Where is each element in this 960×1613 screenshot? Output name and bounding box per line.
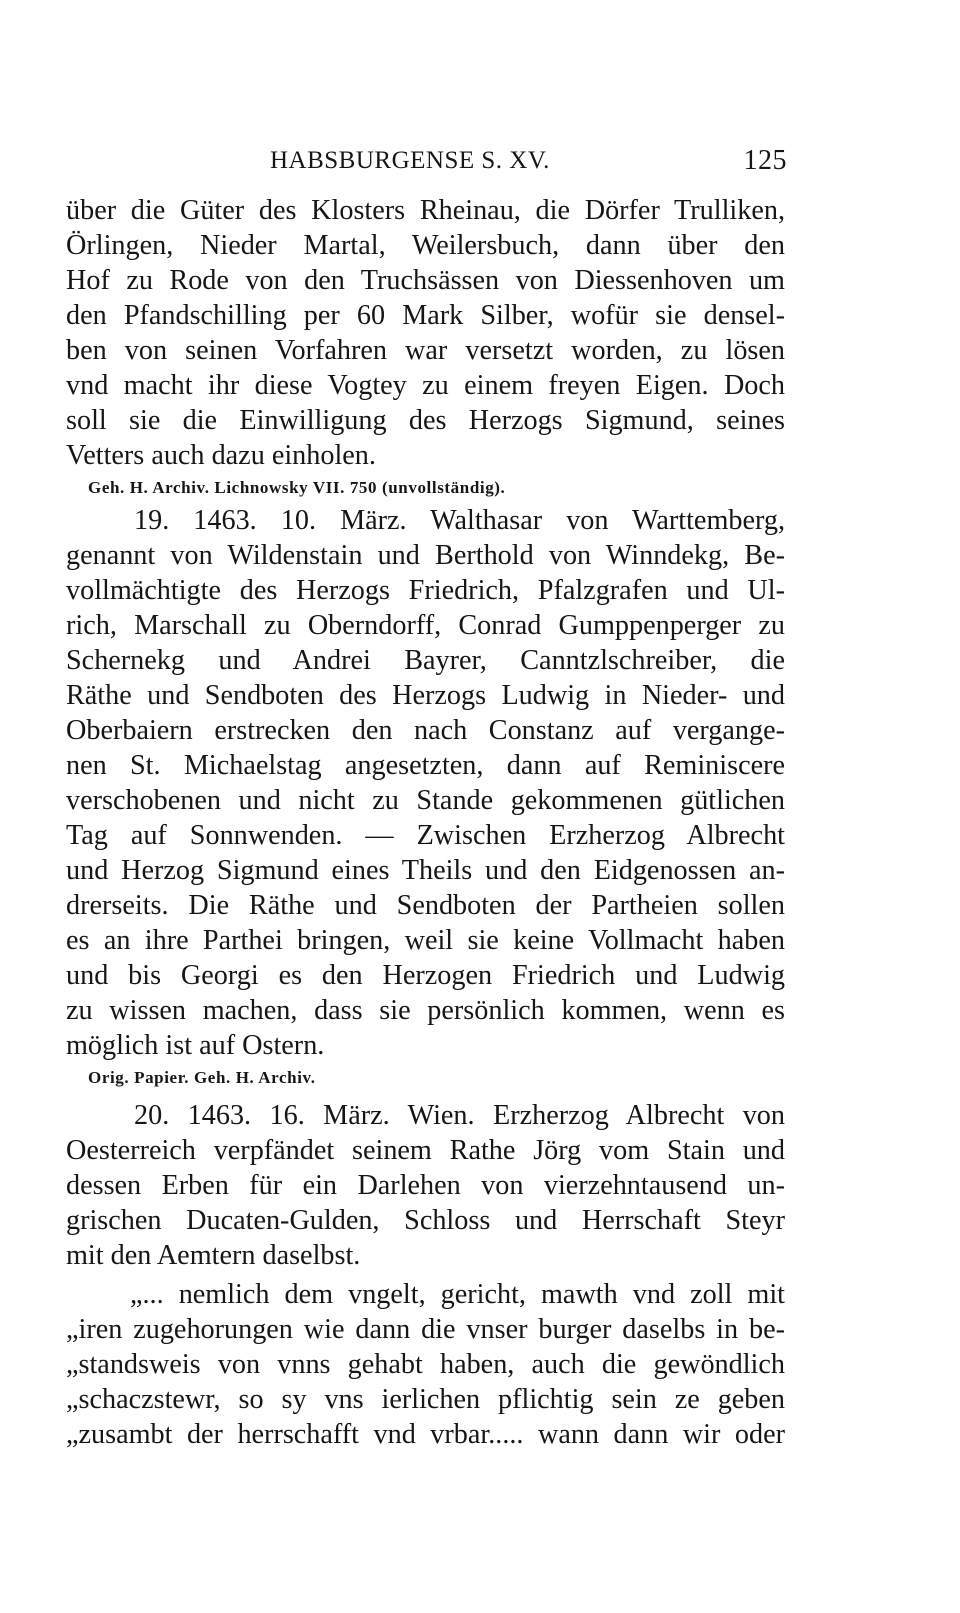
page-number: 125 bbox=[743, 145, 787, 176]
source-citation: Geh. H. Archiv. Lichnowsky VII. 750 (unvollständig). bbox=[88, 478, 506, 497]
text-line: ben von seinen Vorfahren war versetzt worden, zu lösen bbox=[66, 335, 785, 366]
text-line: drerseits. Die Räthe und Sendboten der Partheien sollen bbox=[66, 890, 785, 921]
text-line: und Herzog Sigmund eines Theils und den Eidgenossen an- bbox=[66, 855, 785, 886]
text-line: Oesterreich verpfändet seinem Rathe Jörg vom Stain und bbox=[66, 1135, 785, 1166]
text-line: grischen Ducaten-Gulden, Schloss und Herrschaft Steyr bbox=[66, 1205, 785, 1236]
quote-line: „... nemlich dem vngelt, gericht, mawth vnd zoll mit bbox=[130, 1279, 785, 1310]
text-line: den Pfandschilling per 60 Mark Silber, wofür sie densel- bbox=[66, 300, 785, 331]
quote-line: „zusambt der herrschafft vnd vrbar..... wann dann wir oder bbox=[66, 1419, 785, 1450]
text-line: über die Güter des Klosters Rheinau, die Dörfer Trulliken, bbox=[66, 195, 785, 226]
quote-line: „standsweis von vnns gehabt haben, auch die gewöndlich bbox=[66, 1349, 785, 1380]
text-line: Schernekg und Andrei Bayrer, Canntzlschreiber, die bbox=[66, 645, 785, 676]
source-citation: Orig. Papier. Geh. H. Archiv. bbox=[88, 1068, 316, 1087]
text-line: es an ihre Parthei bringen, weil sie keine Vollmacht haben bbox=[66, 925, 785, 956]
text-line: nen St. Michaelstag angesetzten, dann auf Reminiscere bbox=[66, 750, 785, 781]
text-line: verschobenen und nicht zu Stande gekommenen gütlichen bbox=[66, 785, 785, 816]
text-line: dessen Erben für ein Darlehen von vierzehntausend un- bbox=[66, 1170, 785, 1201]
text-line: mit den Aemtern daselbst. bbox=[66, 1240, 361, 1271]
regest-heading-line: 19. 1463. 10. März. Walthasar von Warttemberg, bbox=[134, 505, 785, 536]
quote-line: „iren zugehorungen wie dann die vnser burger daselbs in be- bbox=[66, 1314, 785, 1345]
text-line: rich, Marschall zu Oberndorff, Conrad Gumppenperger zu bbox=[66, 610, 785, 641]
text-line: Vetters auch dazu einholen. bbox=[66, 440, 376, 471]
text-line: Räthe und Sendboten des Herzogs Ludwig in Nieder- und bbox=[66, 680, 785, 711]
body-text bbox=[66, 193, 785, 1452]
text-line: möglich ist auf Ostern. bbox=[66, 1030, 325, 1061]
text-line: Örlingen, Nieder Martal, Weilersbuch, dann über den bbox=[66, 230, 785, 261]
regest-heading-line: 20. 1463. 16. März. Wien. Erzherzog Albrecht von bbox=[134, 1100, 785, 1131]
quote-line: „schaczstewr, so sy vns ierlichen pflichtig sein ze geben bbox=[66, 1384, 785, 1415]
text-line: vollmächtigte des Herzogs Friedrich, Pfalzgrafen und Ul- bbox=[66, 575, 785, 606]
page-header bbox=[270, 147, 787, 183]
text-line: Tag auf Sonnwenden. — Zwischen Erzherzog Albrecht bbox=[66, 820, 785, 851]
text-line: Oberbaiern erstrecken den nach Constanz auf vergange- bbox=[66, 715, 785, 746]
running-title: HABSBURGENSE S. XV. bbox=[270, 147, 550, 174]
text-line: vnd macht ihr diese Vogtey zu einem freyen Eigen. Doch bbox=[66, 370, 785, 401]
text-line: und bis Georgi es den Herzogen Friedrich und Ludwig bbox=[66, 960, 785, 991]
text-line: genannt von Wildenstain und Berthold von Winndekg, Be- bbox=[66, 540, 785, 571]
text-line: zu wissen machen, dass sie persönlich kommen, wenn es bbox=[66, 995, 785, 1026]
text-line: Hof zu Rode von den Truchsässen von Diessenhoven um bbox=[66, 265, 785, 296]
text-line: soll sie die Einwilligung des Herzogs Sigmund, seines bbox=[66, 405, 785, 436]
